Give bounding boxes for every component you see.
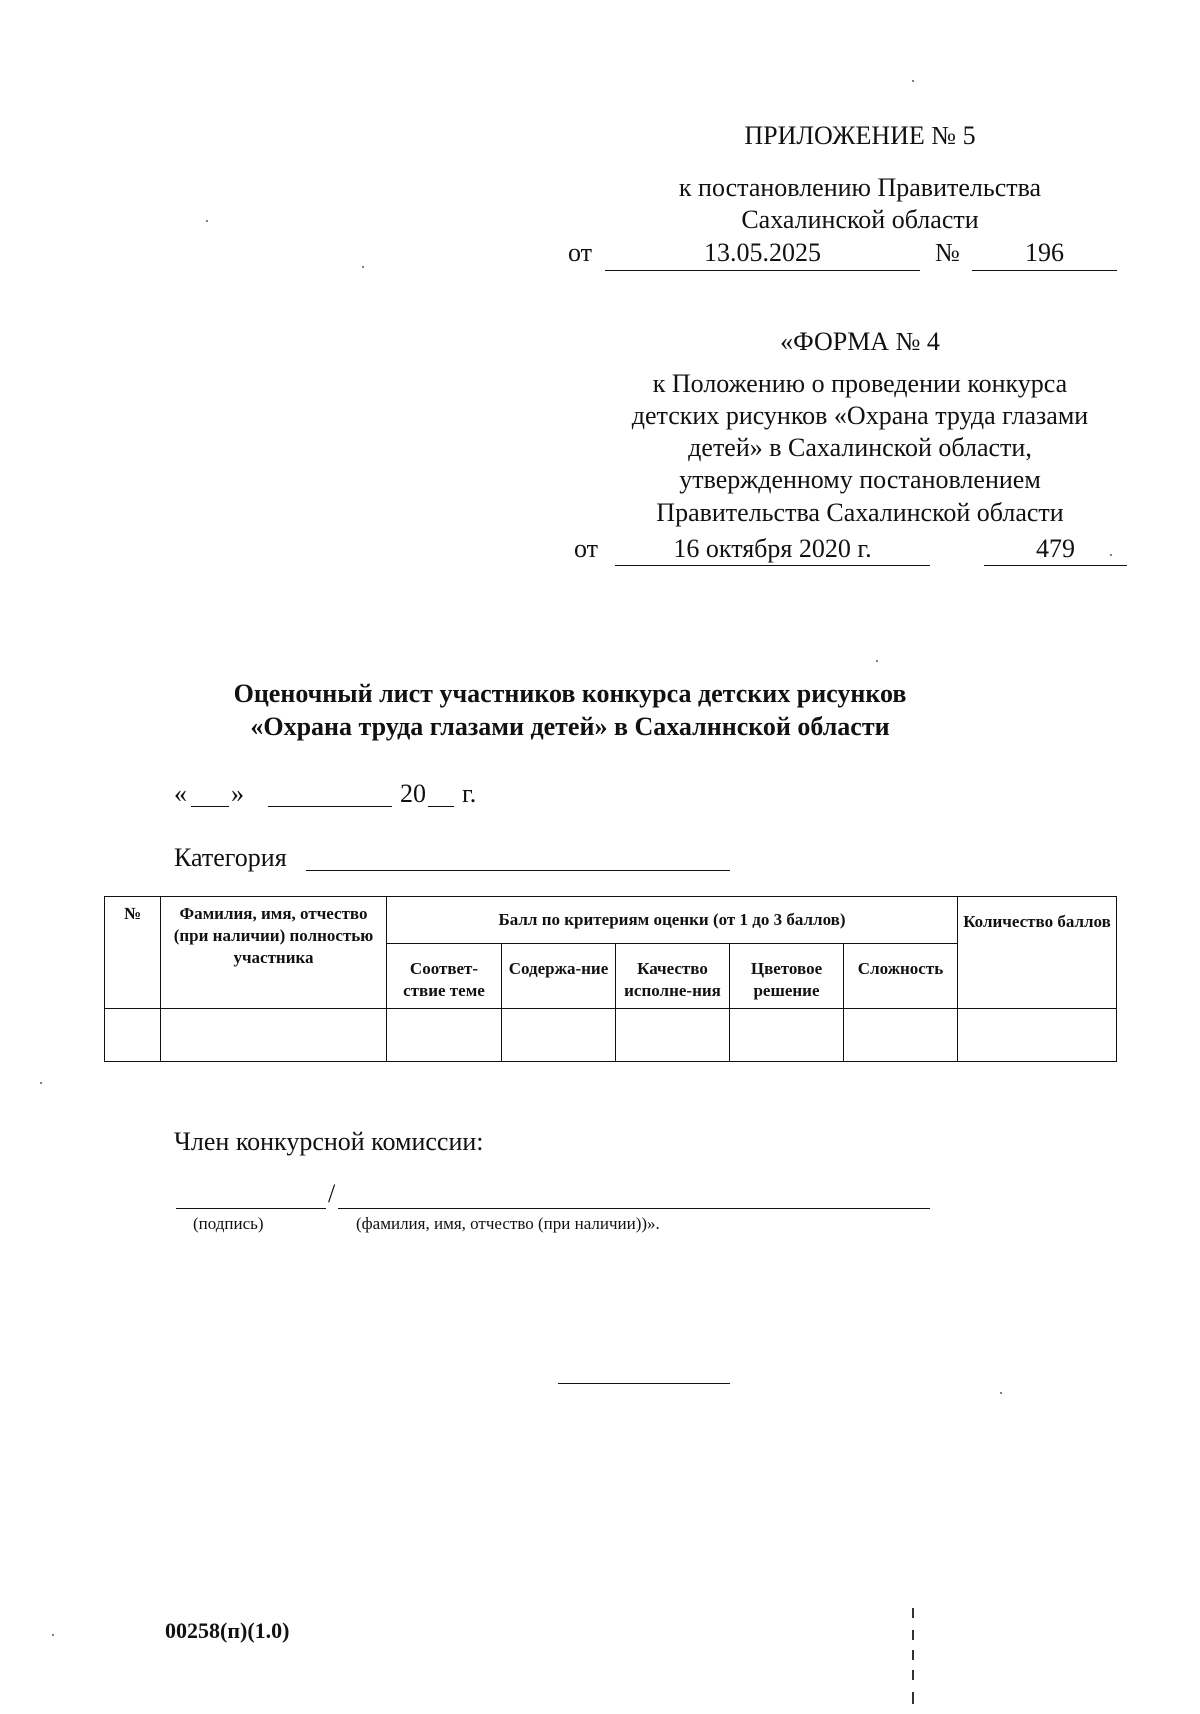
scan-speck: [206, 220, 208, 222]
signature-caption: (подпись): [193, 1214, 264, 1233]
scan-mark: [912, 1630, 914, 1640]
full-name-blank[interactable]: [338, 1208, 930, 1209]
cell-criterion-topic[interactable]: [387, 1009, 502, 1062]
signature-blank[interactable]: [176, 1208, 326, 1209]
document-title-line-2: «Охрана труда глазами детей» в Сахалннской области: [250, 712, 890, 741]
resolution-number: 196: [1025, 238, 1064, 267]
form-line-5: Правительства Сахалинской области: [656, 498, 1064, 527]
document-title-line-1: Оценочный лист участников конкурса детских рисунков: [233, 679, 907, 708]
form-number: 479: [1036, 534, 1075, 563]
resolution-number-underline: [972, 270, 1117, 271]
scan-mark: [912, 1650, 914, 1660]
header-criterion-quality: Качество исполне-ния: [616, 944, 730, 1009]
form-line-1: к Положению о проведении конкурса: [652, 369, 1068, 398]
cell-participant-name[interactable]: [161, 1009, 387, 1062]
scan-mark: [912, 1670, 914, 1680]
resolution-date: 13.05.2025: [704, 238, 821, 267]
resolution-line-2: Сахалинской области: [741, 205, 979, 234]
resolution-date-prefix: от: [568, 238, 593, 267]
month-blank[interactable]: [268, 806, 392, 807]
resolution-line-1: к постановлению Правительства: [678, 173, 1042, 202]
header-number: №: [105, 897, 161, 1009]
header-total-score: Количество баллов: [958, 897, 1117, 1009]
scan-mark: [912, 1608, 914, 1618]
cell-total-score[interactable]: [958, 1009, 1117, 1062]
appendix-heading: ПРИЛОЖЕНИЕ № 5: [744, 121, 976, 150]
header-participant-name: Фамилия, имя, отчество (при наличии) полностью участника: [161, 897, 387, 1009]
category-blank[interactable]: [306, 870, 730, 871]
commission-member-label: Член конкурсной комиссии:: [174, 1127, 484, 1156]
scan-mark: [912, 1692, 914, 1704]
cell-criterion-color[interactable]: [730, 1009, 844, 1062]
form-number-underline: [984, 565, 1127, 566]
date-open-quote: «: [174, 779, 187, 808]
header-criterion-content: Содержа-ние: [502, 944, 616, 1009]
table-header-row: [105, 897, 1117, 944]
form-date: 16 октября 2020 г.: [673, 534, 872, 563]
table-row: [105, 1009, 1117, 1062]
scan-speck: [40, 1082, 42, 1084]
category-label: Категория: [174, 843, 287, 872]
day-blank[interactable]: [191, 806, 229, 807]
form-line-3: детей» в Сахалинской области,: [688, 433, 1032, 462]
header-criterion-complexity: Сложность: [844, 944, 958, 1009]
cell-number[interactable]: [105, 1009, 161, 1062]
scan-speck: [52, 1634, 54, 1636]
header-criterion-color: Цветовое решение: [730, 944, 844, 1009]
header-criterion-topic: Соответ-ствие теме: [387, 944, 502, 1009]
scan-speck: [876, 660, 878, 662]
date-year-suffix: г.: [462, 779, 477, 808]
form-date-underline: [615, 565, 930, 566]
header-criteria-group: Балл по критериям оценки (от 1 до 3 баллов): [387, 897, 958, 944]
document-code: 00258(п)(1.0): [165, 1618, 290, 1643]
resolution-number-sign: №: [935, 238, 960, 267]
scan-speck: [912, 80, 914, 82]
form-line-4: утвержденному постановлением: [679, 465, 1041, 494]
scan-speck: [1110, 554, 1112, 556]
date-close-quote: »: [231, 779, 244, 808]
form-heading: «ФОРМА № 4: [780, 327, 940, 356]
cell-criterion-complexity[interactable]: [844, 1009, 958, 1062]
form-date-prefix: от: [574, 534, 599, 563]
cell-criterion-quality[interactable]: [616, 1009, 730, 1062]
cell-criterion-content[interactable]: [502, 1009, 616, 1062]
full-name-caption: (фамилия, имя, отчество (при наличии))».: [356, 1214, 660, 1233]
resolution-date-underline: [605, 270, 920, 271]
date-year-prefix: 20: [400, 779, 426, 808]
scan-speck: [1000, 1392, 1002, 1394]
evaluation-table: [104, 896, 1117, 1062]
scan-speck: [362, 266, 364, 268]
year-blank[interactable]: [428, 806, 454, 807]
form-line-2: детских рисунков «Охрана труда глазами: [631, 401, 1089, 430]
closing-rule: [558, 1383, 730, 1384]
signature-slash: /: [328, 1179, 336, 1208]
